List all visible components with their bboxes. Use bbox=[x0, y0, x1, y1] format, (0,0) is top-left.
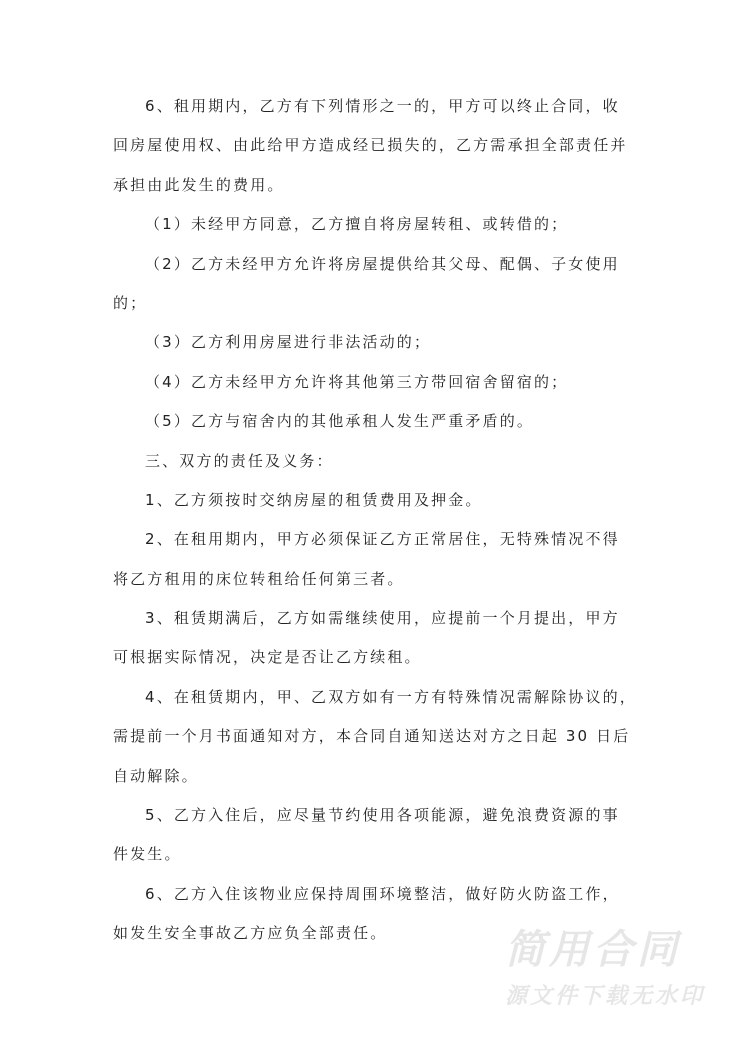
watermark-subtitle: 源文件下载无水印 bbox=[505, 984, 706, 1009]
text-line: 需提前一个月书面通知对方，本合同自通知送达对方之日起 30 日后 bbox=[113, 727, 631, 746]
text-line: 的； bbox=[113, 293, 148, 312]
text-line: 4、在租赁期内，甲、乙双方如有一方有特殊情况需解除协议的， bbox=[145, 687, 637, 706]
text-line: 1、乙方须按时交纳房屋的租赁费用及押金。 bbox=[145, 490, 483, 509]
watermark bbox=[505, 918, 705, 1010]
text-line: 三、双方的责任及义务： bbox=[145, 451, 334, 470]
text-line: （1）未经甲方同意，乙方擅自将房屋转租、或转借的； bbox=[145, 215, 569, 234]
text-line: （2）乙方未经甲方允许将房屋提供给其父母、配偶、子女使用 bbox=[145, 254, 620, 273]
text-line: 自动解除。 bbox=[113, 766, 199, 785]
text-line: （4）乙方未经甲方允许将其他第三方带回宿舍留宿的； bbox=[145, 372, 569, 391]
text-line: 如发生安全事故乙方应负全部责任。 bbox=[113, 924, 388, 943]
text-line: 可根据实际情况，决定是否让乙方续租。 bbox=[113, 648, 422, 667]
text-line: （5）乙方与宿舍内的其他承租人发生严重矛盾的。 bbox=[145, 412, 534, 431]
text-line: 6、租用期内，乙方有下列情形之一的，甲方可以终止合同，收 bbox=[145, 97, 620, 115]
text-line: 3、租赁期满后，乙方如需继续使用，应提前一个月提出，甲方 bbox=[145, 609, 620, 628]
text-line: （3）乙方利用房屋进行非法活动的； bbox=[145, 333, 432, 352]
document-body bbox=[113, 92, 643, 959]
text-line: 6、乙方入住该物业应保持周围环境整洁，做好防火防盗工作， bbox=[145, 884, 620, 903]
text-line: 承担由此发生的费用。 bbox=[113, 175, 285, 194]
text-line: 2、在租用期内，甲方必须保证乙方正常居住，无特殊情况不得 bbox=[145, 530, 620, 549]
text-line: 将乙方租用的床位转租给任何第三者。 bbox=[113, 569, 405, 588]
watermark-title: 简用合同 bbox=[505, 927, 681, 973]
text-line: 件发生。 bbox=[113, 845, 182, 864]
text-line: 回房屋使用权、由此给甲方造成经已损失的，乙方需承担全部责任并 bbox=[113, 136, 628, 155]
text-line: 5、乙方入住后，应尽量节约使用各项能源，避免浪费资源的事 bbox=[145, 806, 620, 825]
